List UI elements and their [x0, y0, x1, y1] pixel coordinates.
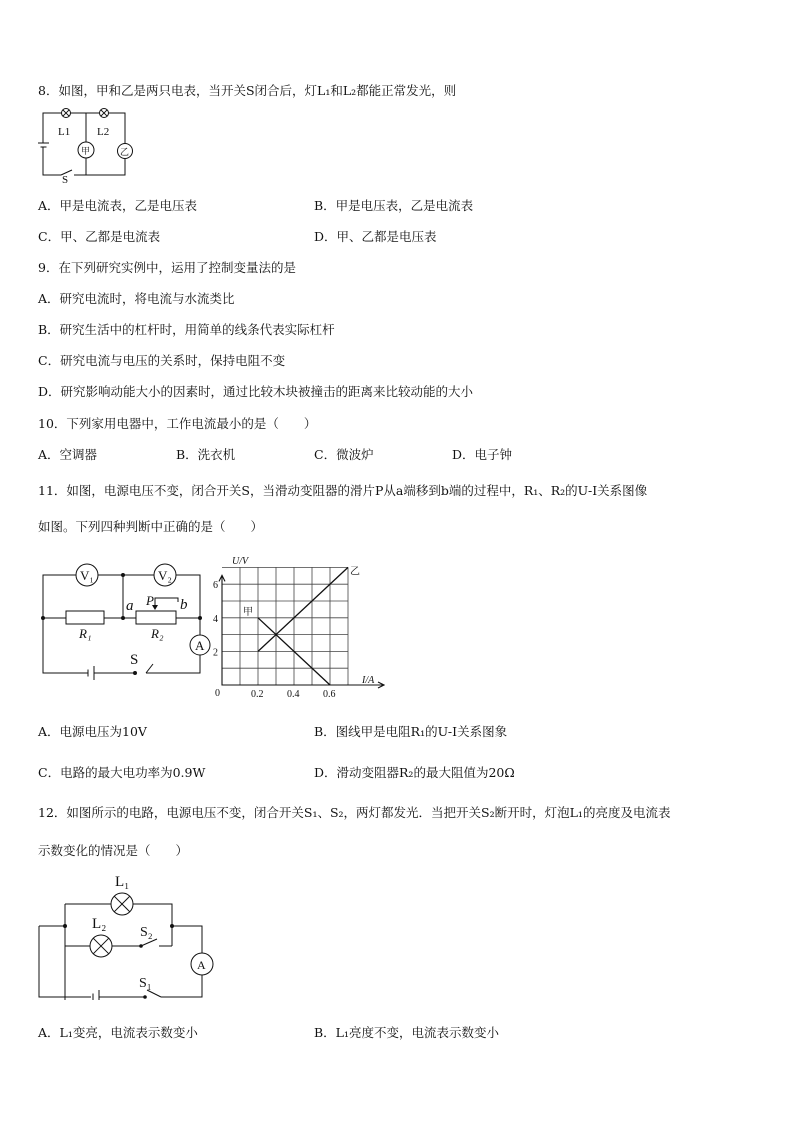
chart-x-axis-label: I/A: [362, 675, 375, 686]
q9-option-c[interactable]: C．研究电流与电压的关系时，保持电阻不变: [38, 353, 286, 368]
q10-option-a[interactable]: A．空调器: [38, 447, 98, 462]
q11-ui-graph: [210, 552, 385, 697]
q12-option-b[interactable]: B．L₁亮度不变，电流表示数变小: [314, 1025, 499, 1040]
q12-s2-label: S₂: [140, 925, 153, 940]
chart-x-tick-label: 0.4: [287, 689, 300, 697]
chart-axes: [219, 575, 384, 688]
q8-option-b[interactable]: B．甲是电压表，乙是电流表: [314, 198, 474, 213]
q8-l1-label: L1: [58, 126, 71, 138]
q11-a-end-label: a: [126, 598, 134, 614]
chart-series-line: [258, 567, 348, 651]
q11-option-d[interactable]: D．滑动变阻器R₂的最大阻值为20Ω: [314, 765, 515, 780]
q11-stem-line2: 如图。下列四种判断中正确的是（ ）: [38, 519, 264, 534]
q11-circuit-diagram: [38, 558, 213, 686]
q8-l2-label: L2: [97, 126, 110, 138]
q11-switch-label: S: [130, 652, 139, 668]
q11-stem-line1: 11．如图，电源电压不变，闭合开关S，当滑动变阻器的滑片P从a端移到b端的过程中，R₁、R₂的U-I关系图像: [38, 483, 648, 498]
q8-meter-jia-label: 甲: [81, 146, 91, 156]
chart-x-tick-label: 0.2: [251, 689, 264, 697]
q11-v2-label: V₂: [158, 568, 172, 583]
q8-circuit-diagram: [38, 108, 138, 183]
q12-stem-line2: 示数变化的情况是（ ）: [38, 843, 189, 858]
q11-option-c[interactable]: C．电路的最大电功率为0.9W: [38, 765, 206, 780]
chart-y-axis-label: U/V: [232, 556, 249, 567]
q11-r2-label: R₂: [151, 626, 164, 641]
q8-switch-label: S: [62, 174, 69, 183]
q10-option-c[interactable]: C．微波炉: [314, 447, 374, 462]
q8-option-d[interactable]: D．甲、乙都是电压表: [314, 229, 437, 244]
chart-y-tick-label: 4: [213, 613, 218, 625]
chart-y-tick-label: 2: [213, 647, 218, 659]
q9-stem: 9．在下列研究实例中，运用了控制变量法的是: [38, 260, 296, 275]
q11-ammeter-label: A: [195, 638, 205, 653]
q10-option-b[interactable]: B．洗衣机: [176, 447, 236, 462]
q12-circuit-diagram: [35, 870, 220, 1000]
q11-v1-label: V₁: [80, 568, 94, 583]
q11-b-end-label: b: [180, 597, 188, 613]
q9-option-a[interactable]: A．研究电流时，将电流与水流类比: [38, 291, 235, 306]
q10-option-d[interactable]: D．电子钟: [452, 447, 513, 462]
chart-y-tick-label: 6: [213, 580, 218, 592]
q12-s1-label: S₁: [139, 976, 152, 991]
chart-series-label: 乙: [350, 566, 360, 578]
q8-stem: 8．如图，甲和乙是两只电表，当开关S闭合后，灯L₁和L₂都能正常发光，则: [38, 83, 457, 98]
q12-ammeter-label: A: [197, 958, 206, 972]
q11-option-a[interactable]: A．电源电压为10V: [38, 724, 147, 739]
q11-p-label: P: [146, 593, 154, 608]
q8-meter-yi-label: 乙: [120, 147, 130, 157]
q11-option-b[interactable]: B．图线甲是电阻R₁的U-I关系图象: [314, 724, 508, 739]
q8-option-c[interactable]: C．甲、乙都是电流表: [38, 229, 161, 244]
chart-origin-label: 0: [215, 688, 220, 697]
q9-option-b[interactable]: B．研究生活中的杠杆时，用简单的线条代表实际杠杆: [38, 322, 335, 337]
q9-option-d[interactable]: D．研究影响动能大小的因素时，通过比较木块被撞击的距离来比较动能的大小: [38, 384, 474, 399]
q8-option-a[interactable]: A．甲是电流表，乙是电压表: [38, 198, 198, 213]
q12-l1-label: L₁: [115, 874, 130, 890]
q12-option-a[interactable]: A．L₁变亮，电流表示数变小: [38, 1025, 198, 1040]
q12-stem-line1: 12．如图所示的电路，电源电压不变，闭合开关S₁、S₂，两灯都发光．当把开关S₂断开时，灯泡L₁的亮度及电流表: [38, 805, 671, 820]
chart-x-tick-label: 0.6: [323, 689, 336, 697]
q10-stem: 10．下列家用电器中，工作电流最小的是（ ）: [38, 416, 317, 431]
chart-series-label: 甲: [243, 606, 253, 618]
q12-l2-label: L₂: [92, 916, 107, 932]
q11-r1-label: R₁: [79, 626, 92, 641]
